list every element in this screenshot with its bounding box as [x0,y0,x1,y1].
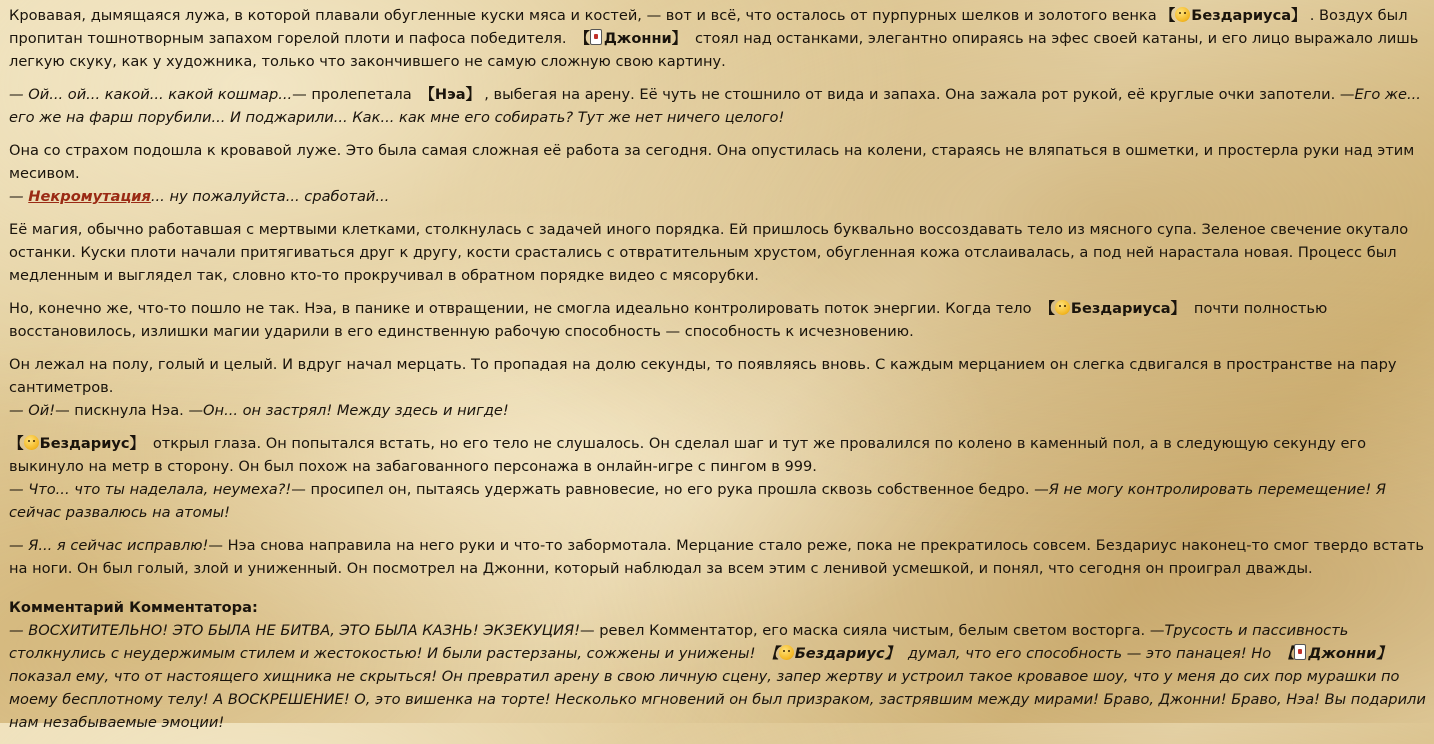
paragraph-5 [9,297,1427,343]
tag-bracket-close: 】 [884,645,900,662]
spell-link-necromutation[interactable]: Некромутация [28,188,151,205]
paragraph-text: Кровавая, дымящаяся лужа, в которой плавали обугленные куски мяса и костей, — вот и всё, что осталось от пурпурных шелков и золотого венка [9,7,1157,24]
tag-bracket-open: 【 [764,645,779,662]
paragraph-text: — ревел Комментатор, его маска сияла чистым, белым светом восторга. — [580,622,1165,639]
tag-bracket-open: 【 [1040,300,1055,317]
dialogue-text: — Что... что ты наделала, неумеха?! [9,481,292,498]
commentator-heading: Комментарий Комментатора: [9,599,258,616]
dialogue-text: — Ой... ой... какой... какой кошмар... [9,86,293,103]
smiley-icon [779,645,794,660]
paragraph-text: открыл глаза. Он попытался встать, но его тело не слушалось. Он сделал шаг и тут же провалился по колено в каменный пол, а в следующую секунду его выкинуло на метр в сторону. Он был похож на забагованного персонажа в онлайн-игре с пингом в 999. [9,435,1367,475]
paragraph-2 [9,83,1427,129]
tag-bracket-close: 】 [129,435,145,452]
dialogue-text: ... ну пожалуйста... сработай... [150,188,390,205]
character-name: Бездариус [39,435,130,452]
dialogue-text: — ВОСХИТИТЕЛЬНО! ЭТО БЫЛА НЕ БИТВА, ЭТО БЫЛА КАЗНЬ! ЭКЗЕКУЦИЯ! [9,622,581,639]
dialogue-text: показал ему, что от настоящего хищника не скрыться! Он превратил арену в свою личную сцену, запер жертву и устроил такое кровавое шоу, что у меня до сих пор мурашки по моему бесплотному телу! А ВОСКРЕШЕНИЕ! О, это вишенка на торте! Несколько мгновений он был призраком, застрявшим между мирами! Браво, Джонни! Браво, Нэа! Вы подарили нам незабываемые эмоции! [9,668,1426,731]
paragraph-6 [9,353,1427,422]
dialogue-text: — Ой! [9,402,56,419]
character-tag-bezdarius[interactable] [764,645,899,662]
playing-card-icon [1294,644,1306,660]
paragraph-text: — пролепетала [292,86,412,103]
dialogue-text: Трусость и пассивность столкнулись с неудержимым стилем и жестокостью! И были растерзаны, сожжены и унижены! [9,622,1349,662]
tag-bracket-open: 【 [1279,645,1295,662]
paragraph-text: — просипел он, пытаясь удержать равновесие, но его рука прошла сквозь собственное бедро. — [291,481,1049,498]
paragraph-text: Но, конечно же, что-то пошло не так. Нэа, в панике и отвращении, не смогла идеально контролировать поток энергии. Когда тело [9,300,1032,317]
tag-bracket-close: 】 [1376,645,1391,662]
paragraph-1 [9,4,1427,73]
dialogue-text: — [9,188,29,205]
tag-bracket-open: 【 [9,435,24,452]
dialogue-text: — Я... я сейчас исправлю! [9,537,209,554]
tag-bracket-close: 】 [671,30,687,47]
tag-bracket-close: 】 [1291,7,1306,24]
paragraph-text: . Воздух был пропитан тошнотворным запахом горелой плоти и пафоса победителя. [9,7,1408,47]
character-name: Бездариуса [1070,300,1171,317]
commentator-section [9,596,1427,734]
paragraph-text: — пискнула Нэа. — [55,402,204,419]
smiley-icon [1055,300,1070,315]
paragraph-text: почти полностью восстановилось, излишки магии ударили в его единственную рабочую способность — способность к исчезновению. [9,300,1328,340]
character-name: Джонни [1308,645,1377,662]
paragraph-text: Он лежал на полу, голый и целый. И вдруг начал мерцать. То пропадая на долю секунды, то появляясь вновь. С каждым мерцанием он слегка сдвигался в пространстве на пару сантиметров. [9,356,1397,396]
story-content [9,4,1427,744]
playing-card-icon [590,29,602,45]
dialogue-text: Он... он застрял! Между здесь и нигде! [203,402,509,419]
tag-bracket-open: 【 [420,86,435,103]
character-name: Нэа [434,86,466,103]
paragraph-text: — Нэа снова направила на него руки и что-то забормотала. Мерцание стало реже, пока не прекратилось совсем. Бездариус наконец-то смог твердо встать на ноги. Он был голый, злой и униженный. Он посмотрел на Джонни, который наблюдал за всем этим с ленивой усмешкой, и понял, что сегодня он проиграл дважды. [9,537,1424,577]
dialogue-text: Его же... его же на фарш порубили... И поджарили... Как... как мне его собирать? Тут же нет ничего целого! [9,86,1421,126]
dialogue-text: Я не могу контролировать перемещение! Я сейчас развалюсь на атомы! [9,481,1386,521]
paragraph-7 [9,432,1427,524]
character-name: Бездариуса [1191,7,1292,24]
character-tag-bezdarius[interactable] [9,435,144,452]
smiley-icon [24,435,39,450]
tag-bracket-close: 】 [465,86,481,103]
paragraph-8 [9,534,1427,580]
tag-bracket-close: 】 [1170,300,1186,317]
character-tag-bezdarius[interactable] [1161,7,1306,24]
paragraph-text: стоял над останками, элегантно опираясь на эфес своей катаны, и его лицо выражало лишь легкую скуку, как у художника, только что закончившего не самую сложную свою картину. [9,30,1419,70]
paragraph-text: Её магия, обычно работавшая с мертвыми клетками, столкнулась с задачей иного порядка. Ей пришлось буквально воссоздавать тело из мясного супа. Зеленое свечение окутало останки. Куски плоти начали притягиваться друг к другу, кости срастались с отвратительным хрустом, обугленная кожа отслаивалась, а под ней нарастала новая. Процесс был медленным и выглядел так, словно кто-то прокручивал в обратном порядке видео с мясорубки. [9,221,1409,284]
character-name: Джонни [603,30,672,47]
tag-bracket-open: 【 [575,30,590,47]
character-tag-johnny[interactable] [1280,645,1391,662]
smiley-icon [1175,7,1190,22]
character-name: Бездариус [794,645,885,662]
paragraph-4 [9,218,1427,287]
dialogue-text: думал, что его способность — это панацея! Но [907,645,1272,662]
character-tag-nea[interactable] [420,86,480,103]
paragraph-text: , выбегая на арену. Её чуть не стошнило от вида и запаха. Она зажала рот рукой, её круглые очки запотели. — [484,86,1355,103]
character-tag-bezdarius[interactable] [1040,300,1185,317]
character-tag-johnny[interactable] [575,30,686,47]
paragraph-text: Она со страхом подошла к кровавой луже. Это была самая сложная её работа за сегодня. Она опустилась на колени, стараясь не вляпаться в ошметки, и простерла руки над этим месивом. [9,142,1415,182]
tag-bracket-open: 【 [1160,7,1176,24]
paragraph-3 [9,139,1427,208]
